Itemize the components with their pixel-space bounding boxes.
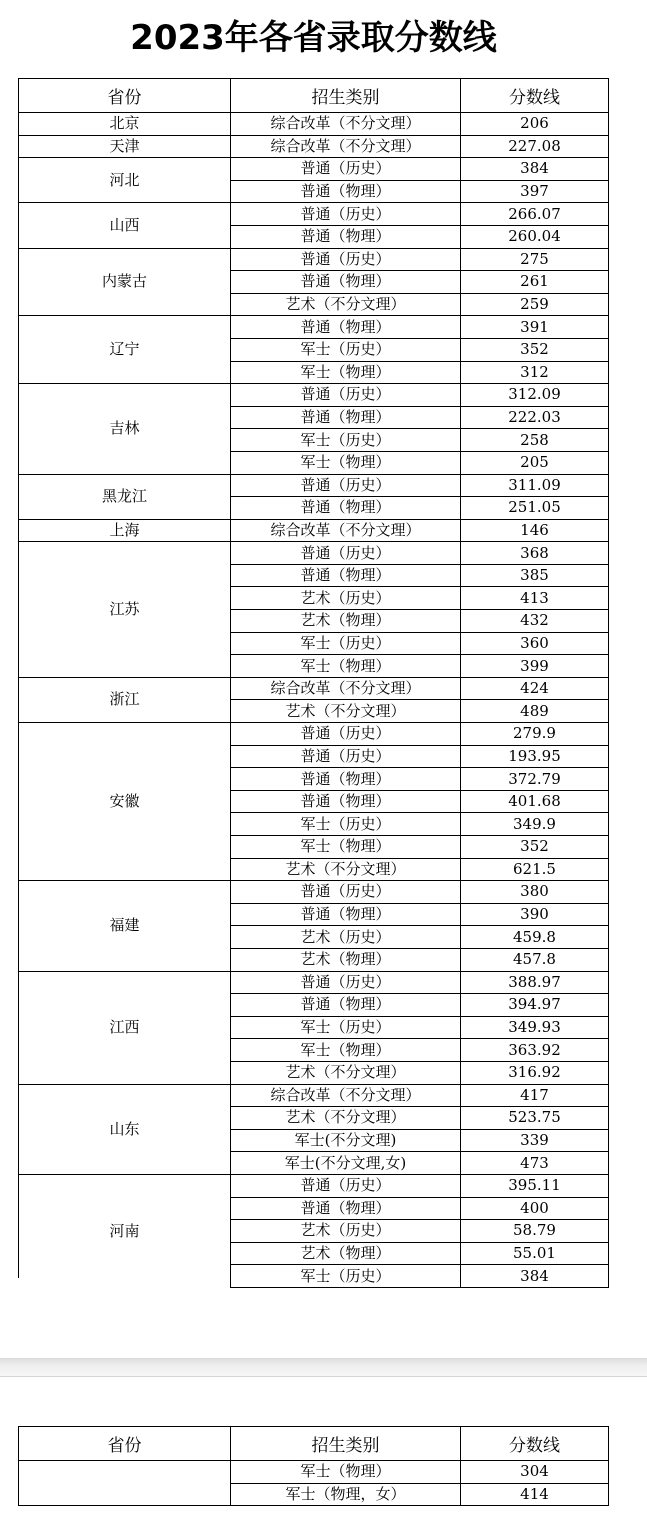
score-cell: 312 [461,361,609,384]
table-row [19,881,609,904]
score-cell: 372.79 [461,768,609,791]
province-cell: 北京 [19,113,231,136]
score-cell: 193.95 [461,745,609,768]
score-cell: 259 [461,293,609,316]
score-cell: 275 [461,248,609,271]
score-cell: 58.79 [461,1220,609,1243]
category-cell: 综合改革（不分文理） [231,135,461,158]
score-cell: 352 [461,836,609,859]
table-row [19,158,609,181]
score-table [18,78,609,1288]
score-cell: 621.5 [461,858,609,881]
province-cell: 河北 [19,158,231,203]
score-cell: 368 [461,542,609,565]
header-score: 分数线 [461,79,609,113]
category-cell: 艺术（物理） [231,948,461,971]
score-cell: 388.97 [461,971,609,994]
category-cell: 普通（物理） [231,903,461,926]
table-row [19,203,609,226]
score-cell: 316.92 [461,1061,609,1084]
score-cell: 55.01 [461,1242,609,1265]
score-cell: 312.09 [461,384,609,407]
score-cell: 206 [461,113,609,136]
score-cell: 260.04 [461,225,609,248]
table-header-row [19,79,609,113]
category-cell: 综合改革（不分文理） [231,519,461,542]
header-category: 招生类别 [231,1427,461,1461]
table-row [19,1461,609,1484]
category-cell: 艺术（物理） [231,610,461,633]
province-cell: 江苏 [19,542,231,678]
province-cell: 安徽 [19,723,231,881]
category-cell: 艺术（不分文理） [231,858,461,881]
table-row [19,248,609,271]
category-cell: 普通（历史） [231,203,461,226]
table-row [19,542,609,565]
score-cell: 349.93 [461,1016,609,1039]
province-cell: 吉林 [19,384,231,474]
category-cell: 普通（历史） [231,723,461,746]
category-cell: 综合改革（不分文理） [231,1084,461,1107]
province-cell [19,1461,231,1506]
category-cell: 普通（物理） [231,790,461,813]
category-cell: 艺术（历史） [231,926,461,949]
province-cell: 上海 [19,519,231,542]
province-cell: 内蒙古 [19,248,231,316]
score-cell: 222.03 [461,406,609,429]
category-cell: 军士（历史） [231,338,461,361]
category-cell: 普通（历史） [231,474,461,497]
header-province: 省份 [19,79,231,113]
score-cell: 352 [461,338,609,361]
header-category: 招生类别 [231,79,461,113]
province-cell: 福建 [19,881,231,971]
category-cell: 艺术（不分文理） [231,1061,461,1084]
category-cell: 普通（物理） [231,497,461,520]
category-cell: 军士（历史） [231,632,461,655]
category-cell: 普通（历史） [231,881,461,904]
category-cell: 普通（历史） [231,384,461,407]
category-cell: 普通（历史） [231,1174,461,1197]
score-cell: 380 [461,881,609,904]
page-divider [0,1376,647,1377]
category-cell: 艺术（不分文理） [231,1107,461,1130]
category-cell: 军士（历史） [231,429,461,452]
province-cell: 黑龙江 [19,474,231,519]
category-cell: 军士(不分文理) [231,1129,461,1152]
score-cell: 205 [461,451,609,474]
score-cell: 227.08 [461,135,609,158]
score-cell: 417 [461,1084,609,1107]
score-cell: 401.68 [461,790,609,813]
category-cell: 普通（物理） [231,768,461,791]
category-cell: 军士（物理） [231,361,461,384]
table-row [19,519,609,542]
score-cell: 360 [461,632,609,655]
category-cell: 综合改革（不分文理） [231,677,461,700]
table-row [19,316,609,339]
category-cell: 普通（历史） [231,745,461,768]
category-cell: 军士（物理） [231,836,461,859]
category-cell: 普通（历史） [231,542,461,565]
category-cell: 普通（物理） [231,406,461,429]
score-cell: 311.09 [461,474,609,497]
score-cell: 523.75 [461,1107,609,1130]
category-cell: 普通（物理） [231,994,461,1017]
header-score: 分数线 [461,1427,609,1461]
province-cell: 河南 [19,1174,231,1287]
province-cell: 江西 [19,971,231,1084]
category-cell: 普通（物理） [231,225,461,248]
score-cell: 424 [461,677,609,700]
score-cell: 432 [461,610,609,633]
table-row [19,723,609,746]
category-cell: 艺术（历史） [231,587,461,610]
category-cell: 军士（历史） [231,813,461,836]
province-cell: 辽宁 [19,316,231,384]
category-cell: 普通（物理） [231,271,461,294]
score-cell: 413 [461,587,609,610]
category-cell: 军士（历史） [231,1265,461,1288]
category-cell: 军士（历史） [231,1016,461,1039]
score-cell: 459.8 [461,926,609,949]
table-row [19,971,609,994]
category-cell: 艺术（历史） [231,1220,461,1243]
category-cell: 军士（物理） [231,1461,461,1484]
category-cell: 普通（物理） [231,1197,461,1220]
category-cell: 综合改革（不分文理） [231,113,461,136]
table-row [19,1084,609,1107]
header-province: 省份 [19,1427,231,1461]
score-cell: 363.92 [461,1039,609,1062]
score-cell: 394.97 [461,994,609,1017]
province-cell: 天津 [19,135,231,158]
score-cell: 489 [461,700,609,723]
score-cell: 261 [461,271,609,294]
score-cell: 339 [461,1129,609,1152]
category-cell: 普通（历史） [231,971,461,994]
category-cell: 艺术（不分文理） [231,700,461,723]
category-cell: 普通（历史） [231,248,461,271]
table-row [19,135,609,158]
score-cell: 457.8 [461,948,609,971]
category-cell: 普通（物理） [231,316,461,339]
province-cell: 山东 [19,1084,231,1174]
table-bottom-edge [0,1278,19,1288]
table-row [19,113,609,136]
page-title: 2023年各省录取分数线 [130,18,497,58]
category-cell: 艺术（物理） [231,1242,461,1265]
score-cell: 395.11 [461,1174,609,1197]
category-cell: 普通（物理） [231,564,461,587]
category-cell: 军士（物理） [231,1039,461,1062]
table-row [19,677,609,700]
score-cell: 384 [461,158,609,181]
score-cell: 390 [461,903,609,926]
score-cell: 266.07 [461,203,609,226]
table-row [19,1174,609,1197]
category-cell: 普通（物理） [231,180,461,203]
score-cell: 258 [461,429,609,452]
category-cell: 军士(不分文理,女) [231,1152,461,1175]
table-header-row [19,1427,609,1461]
province-cell: 山西 [19,203,231,248]
score-cell: 397 [461,180,609,203]
score-cell: 385 [461,564,609,587]
category-cell: 军士（物理） [231,451,461,474]
category-cell: 普通（历史） [231,158,461,181]
province-cell: 浙江 [19,677,231,722]
score-cell: 349.9 [461,813,609,836]
score-cell: 279.9 [461,723,609,746]
category-cell: 艺术（不分文理） [231,293,461,316]
category-cell: 军士（物理） [231,655,461,678]
score-cell: 391 [461,316,609,339]
table-row [19,384,609,407]
score-cell: 399 [461,655,609,678]
score-cell: 473 [461,1152,609,1175]
score-cell: 251.05 [461,497,609,520]
score-cell: 414 [461,1483,609,1506]
category-cell: 军士（物理，女） [231,1483,461,1506]
score-table-continued [18,1426,609,1506]
table-row [19,474,609,497]
score-cell: 146 [461,519,609,542]
score-cell: 400 [461,1197,609,1220]
score-cell: 384 [461,1265,609,1288]
page-gap [0,1358,647,1376]
score-cell: 304 [461,1461,609,1484]
